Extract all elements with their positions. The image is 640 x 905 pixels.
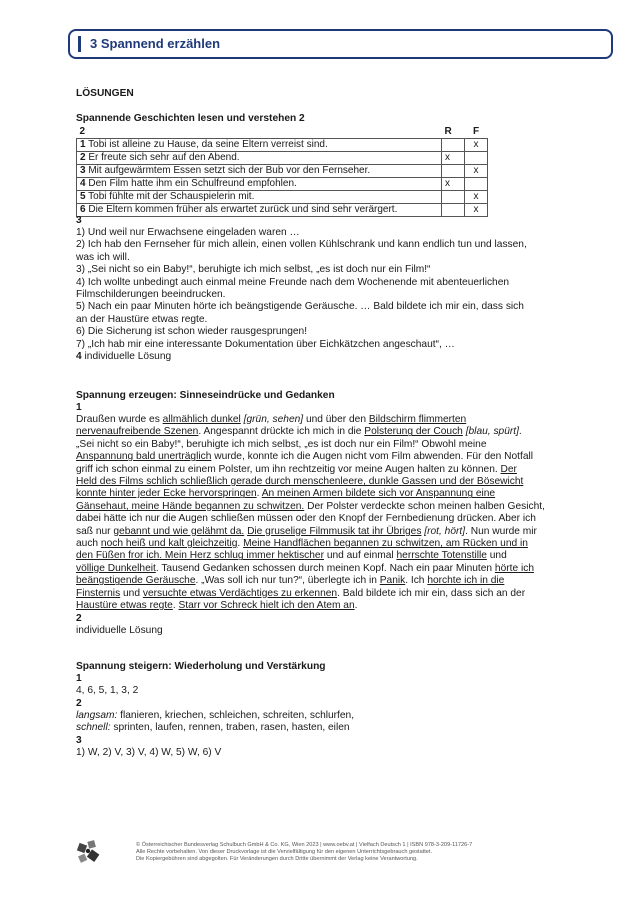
statement-number: 2	[80, 152, 86, 163]
marked-phrase: versuchte etwas Verdächtiges zu erkennen	[142, 587, 338, 599]
plain-text: wurde, konnte ich die Augen nicht vom Film abwenden. Für den Notfall	[211, 451, 534, 463]
plain-text: saß nur	[76, 525, 114, 537]
r-cell	[442, 191, 465, 204]
plain-text: . Tausend Gedanken schossen durch meinen Kopf. Nach ein paar Minuten	[155, 562, 495, 574]
table-body	[77, 139, 488, 217]
marked-phrase: gebannt und wie gelähmt da.	[113, 525, 245, 537]
column-f-header: F	[472, 126, 480, 137]
paragraph-line	[76, 588, 566, 600]
table-row	[77, 165, 488, 178]
marked-phrase: Finsternis	[76, 587, 121, 599]
answer-line: was ich will.	[76, 251, 130, 263]
f-cell: x	[465, 165, 488, 178]
footer	[136, 842, 566, 863]
marked-phrase: An meinen Armen bildete sich vor Anspannung eine	[261, 488, 496, 500]
sense-annotation: [blau, spürt]	[465, 426, 519, 438]
marked-phrase: Polsterung der Couch	[364, 426, 463, 438]
section2-title: Spannung erzeugen: Sinneseindrücke und Gedanken	[76, 390, 335, 401]
marked-phrase: Gänsehaut, meine Hände begannen zu schwitzen.	[76, 500, 305, 512]
f-cell: x	[465, 204, 488, 217]
answer-line: 5) Nach ein paar Minuten hörte ich beängstigende Geräusche. … Bald bildete ich mir ein, dass sich	[76, 301, 524, 313]
table-row	[77, 152, 488, 165]
table-header-row	[77, 126, 488, 139]
statement-text: Er freute sich sehr auf den Abend.	[88, 152, 240, 163]
statement-text: Den Film hatte ihm ein Schulfreund empfohlen.	[88, 178, 297, 189]
paragraph-line	[76, 550, 566, 562]
annotated-paragraph	[76, 414, 566, 613]
plain-text: und über den	[303, 414, 369, 425]
answer-line: Filmschilderungen beeindrucken.	[76, 289, 226, 301]
section3-title: Spannung steigern: Wiederholung und Verstärkung	[76, 661, 326, 672]
paragraph-line	[76, 414, 566, 426]
paragraph-line	[76, 563, 566, 575]
statement-number: 4	[80, 178, 86, 189]
footer-line: Die Kopiergebühren sind abgegolten. Für Veränderungen durch Dritte übernimmt der Verlag keine Verantwortung.	[136, 856, 418, 862]
table-row	[77, 139, 488, 152]
plain-text: Draußen wurde es	[76, 414, 163, 425]
statement-number: 1	[80, 139, 86, 150]
marked-phrase: Die gruselige Filmmusik tat ihr Übriges	[247, 525, 422, 537]
statement-text: Mit aufgewärmtem Essen setzt sich der Bub vor den Fernseher.	[88, 165, 371, 176]
plain-text: .	[256, 488, 262, 500]
marked-phrase: konnte hinter jeder Ecke hervorspringen	[76, 488, 257, 500]
answer-list	[76, 227, 566, 351]
table-row	[77, 178, 488, 191]
plain-text: . „Was soll ich nur tun?“, überlegte ich in	[195, 575, 380, 587]
answer-line: 2) Ich hab den Fernseher für mich allein, einen vollen Kühlschrank und kann endlich tun und lassen,	[76, 239, 527, 251]
sense-annotation: [grün, sehen]	[243, 414, 304, 425]
paragraph-line	[76, 439, 566, 451]
footer-line: © Österreichischer Bundesverlag Schulbuch GmbH & Co. KG, Wien 2023 | www.oebv.at | Vielfach Deutsch 1 | ISBN 978-3-209-11726-7	[136, 842, 473, 848]
marked-phrase: horchte ich in die	[427, 575, 505, 587]
plain-text: . Nun wurde mir	[465, 525, 537, 537]
statement-cell	[77, 152, 442, 165]
plain-text: auch	[76, 538, 101, 550]
plain-text: und auf einmal	[323, 550, 397, 562]
task-number: 2	[76, 613, 82, 624]
marked-phrase: Starr vor Schreck hielt ich den Atem an	[178, 600, 355, 612]
plain-text: .	[172, 600, 179, 612]
marked-phrase: Der	[500, 463, 517, 475]
paragraph-line	[76, 513, 566, 525]
plain-text: .	[518, 426, 522, 438]
answer-line: an der Haustüre etwas regte.	[76, 313, 208, 325]
answer-line: 4) Ich wollte unbedingt auch einmal meine Freunde nach dem Wochenende mit abenteuerlichen	[76, 276, 510, 288]
r-cell: x	[442, 152, 465, 165]
paragraph-line	[76, 600, 566, 612]
fast-verbs: sprinten, laufen, rennen, traben, rasen, hasten, eilen	[110, 722, 350, 733]
statement-number: 6	[80, 204, 86, 215]
paragraph-line	[76, 575, 566, 587]
marked-phrase: völlige Dunkelheit	[76, 562, 156, 574]
paragraph-line	[76, 476, 566, 488]
f-cell	[465, 152, 488, 165]
f-cell: x	[465, 139, 488, 152]
f-cell: x	[465, 191, 488, 204]
task4-line	[76, 351, 566, 363]
slow-verbs-line	[76, 710, 566, 722]
solutions-heading: LÖSUNGEN	[76, 88, 134, 99]
chapter-title: 3 Spannend erzählen	[90, 36, 221, 51]
answer-line: 3) „Sei nicht so ein Baby!“, beruhigte ich mich selbst, „es ist doch nur ein Film!“	[76, 264, 431, 276]
plain-text: Der Polster verdeckte schon meinen halben Gesicht,	[304, 500, 545, 512]
marked-phrase: Bildschirm flimmerten	[368, 414, 467, 425]
statement-cell	[77, 139, 442, 152]
statement-cell	[77, 178, 442, 191]
sense-annotation: [rot, hört]	[424, 525, 466, 537]
marked-phrase: Panik	[379, 575, 406, 587]
statement-text: Tobi fühlte mit der Schauspielerin mit.	[88, 191, 255, 202]
slow-label: langsam:	[76, 710, 118, 721]
task-text: individuelle Lösung	[84, 351, 172, 362]
marked-phrase: hörte ich	[494, 562, 534, 574]
marked-phrase: noch heiß und kalt gleichzeitig	[100, 538, 238, 550]
plain-text: griff ich schon einmal zu einem Polster, um ihn rechtzeitig vor meine Augen halten zu können.	[76, 463, 501, 475]
true-false-table	[76, 126, 488, 217]
plain-text: „Sei nicht so ein Baby!“, beruhigte ich mich selbst, „es ist doch nur ein Film!“ Obwohl meine	[76, 438, 487, 450]
plain-text: .	[237, 538, 244, 550]
task-number: 3	[76, 735, 82, 746]
plain-text: dabei hätte ich nur die Augen schließen müssen oder den Knopf der Fernbedienung drücken. Aber ich	[76, 513, 536, 525]
marked-phrase: den Füßen fror ich. Mein Herz schlug immer hektischer	[76, 550, 324, 562]
answer-line: 7) „Ich hab mir eine interessante Dokumentation über Eichkätzchen angeschaut“, …	[76, 338, 455, 350]
task-number: 2	[76, 698, 82, 709]
task-text: 4, 6, 5, 1, 3, 2	[76, 685, 139, 696]
footer-line: Alle Rechte vorbehalten. Von dieser Druckvorlage ist die Vervielfältigung für den eigenen Unterrichtsgebrauch gestattet.	[136, 849, 433, 855]
chapter-header	[68, 29, 613, 59]
marked-phrase: Anspannung bald unerträglich	[76, 451, 212, 463]
publisher-logo-icon	[75, 838, 103, 866]
table-row	[77, 191, 488, 204]
header-accent-bar	[78, 36, 81, 52]
task-text: 1) W, 2) V, 3) V, 4) W, 5) W, 6) V	[76, 747, 222, 758]
marked-phrase: Meine Handflächen begannen zu schwitzen, am Rücken und in	[243, 538, 528, 550]
task-number: 1	[76, 402, 82, 413]
marked-phrase: nervenaufreibende Szenen	[76, 426, 199, 438]
task-number: 1	[76, 673, 82, 684]
marked-phrase: Held des Films schlich schließlich gerade durch menschenleere, dunkle Gassen und der Bösewicht	[76, 476, 524, 488]
marked-phrase: beängstigende Geräusche	[76, 575, 196, 587]
paragraph-line	[76, 464, 566, 476]
r-cell	[442, 165, 465, 178]
statement-text: Die Eltern kommen früher als erwartet zurück und sind sehr verärgert.	[88, 204, 398, 215]
f-cell	[465, 178, 488, 191]
statement-number: 5	[80, 191, 86, 202]
plain-text: . Ich	[405, 575, 428, 587]
answer-line: 6) Die Sicherung ist schon wieder rausgesprungen!	[76, 326, 308, 338]
fast-label: schnell:	[76, 722, 111, 733]
task-number: 2	[79, 126, 86, 137]
plain-text: . Bald bildete ich mir ein, dass sich an der	[337, 587, 526, 599]
plain-text: und	[120, 587, 143, 599]
paragraph-line	[76, 538, 566, 550]
statement-cell	[77, 191, 442, 204]
marked-phrase: allmählich dunkel	[162, 414, 241, 425]
section1-title: Spannende Geschichten lesen und verstehen 2	[76, 113, 305, 124]
statement-number: 3	[80, 165, 86, 176]
answer-line: 1) Und weil nur Erwachsene eingeladen waren …	[76, 227, 300, 238]
task-text: individuelle Lösung	[76, 625, 163, 636]
paragraph-line	[76, 426, 566, 438]
fast-verbs-line	[76, 722, 566, 734]
marked-phrase: Haustüre etwas regte	[76, 600, 173, 612]
task-number: 3	[76, 215, 82, 226]
marked-phrase: herrschte Totenstille	[396, 550, 487, 562]
paragraph-line	[76, 488, 566, 500]
task-number: 4	[76, 351, 82, 362]
r-cell: x	[442, 178, 465, 191]
plain-text: .	[354, 600, 358, 612]
statement-text: Tobi ist alleine zu Hause, da seine Eltern verreist sind.	[88, 139, 328, 150]
plain-text: . Angespannt drückte ich mich in die	[198, 426, 365, 438]
paragraph-line	[76, 526, 566, 538]
paragraph-line	[76, 451, 566, 463]
paragraph-line	[76, 501, 566, 513]
r-cell	[442, 139, 465, 152]
column-r-header: R	[444, 126, 452, 137]
statement-cell	[77, 165, 442, 178]
plain-text: und	[486, 550, 507, 562]
slow-verbs: flanieren, kriechen, schleichen, schreiten, schlurfen,	[117, 710, 355, 721]
